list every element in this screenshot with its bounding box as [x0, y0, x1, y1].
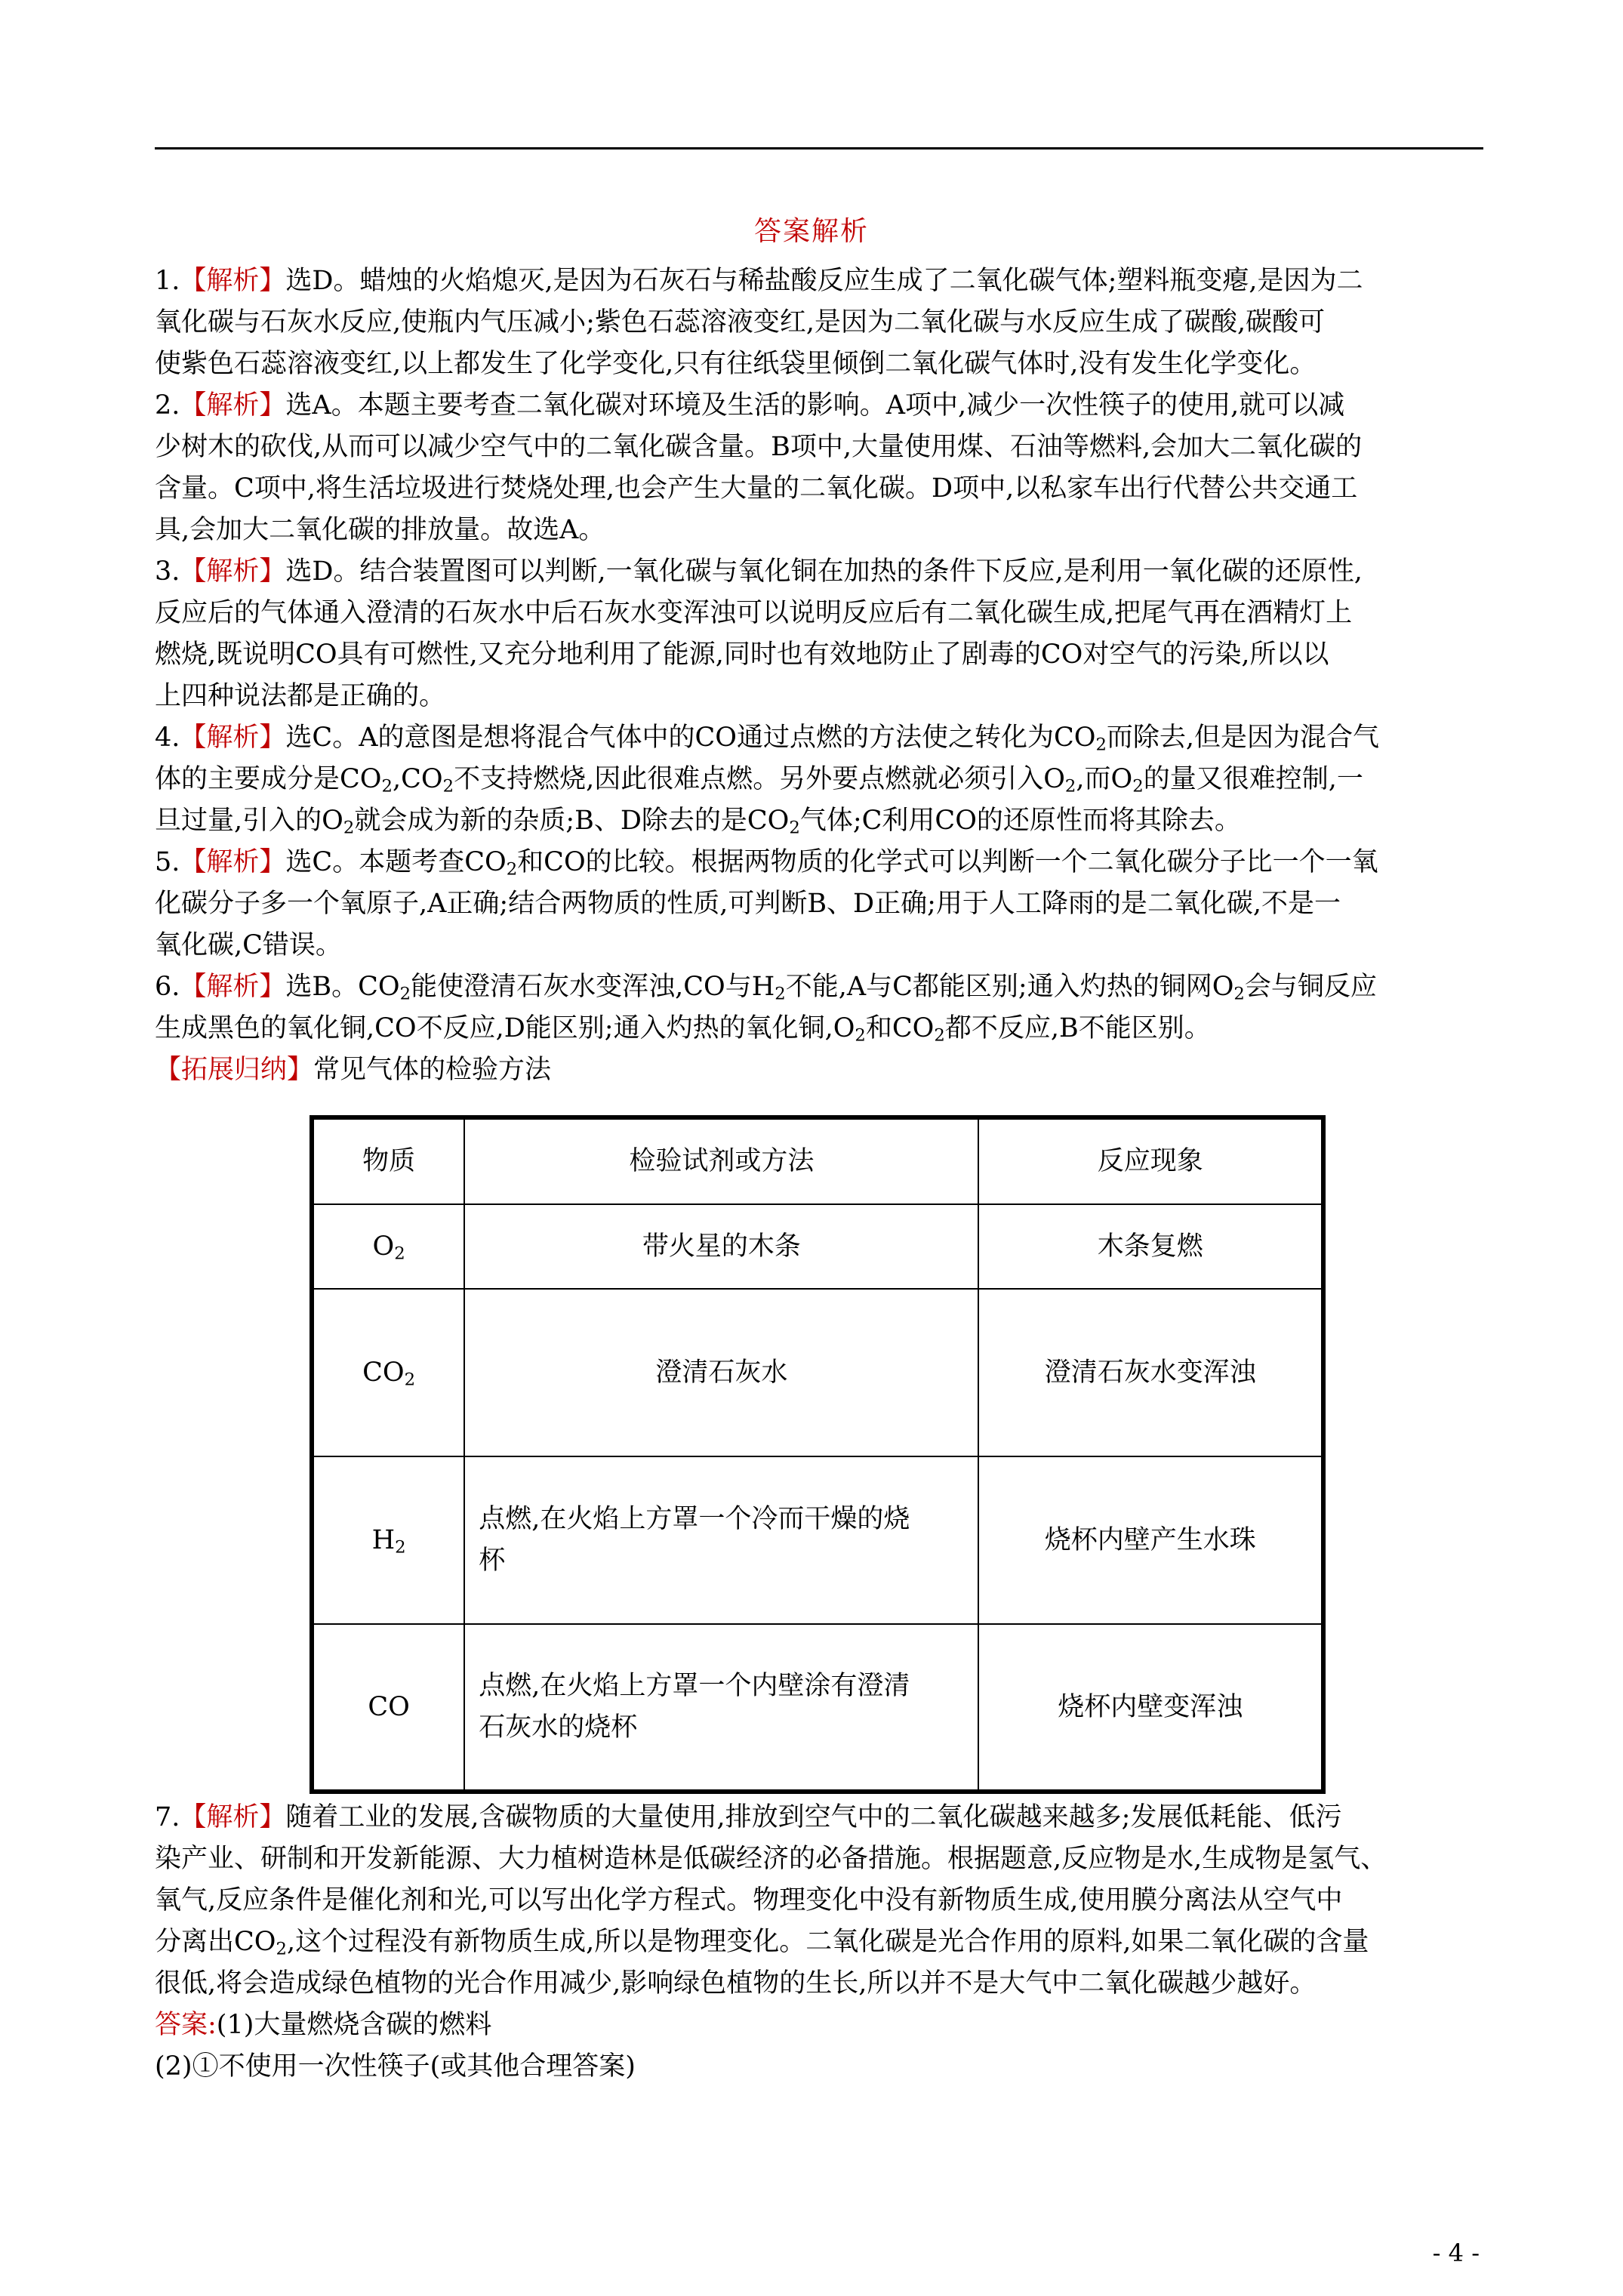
method-cell: 带火星的木条: [464, 1204, 978, 1289]
analysis-tag: 【解析】: [180, 847, 286, 877]
result-cell: 木条复燃: [978, 1204, 1323, 1289]
extension-heading: 【拓展归纳】常见气体的检验方法: [155, 1055, 552, 1085]
table-row: [312, 1289, 1323, 1456]
answer-5: 5.【解析】选C。本题考查$CO_2$和CO的比较。根据两物质的化学式可以判断一个二氧化碳分子比一个一氧 化碳分子多一个氧原子,A正确;结合两物质的性质,可判断B、D正确;用于人工降雨的是二氧化碳,不是一 氧化碳,C错误。: [155, 847, 1378, 960]
answer-6: 6.【解析】选B。$CO_2$能使澄清石灰水变浑浊,CO与$H_2$不能,A与C都能区别;通入灼热的铜网$O_2$会与铜反应 生成黑色的氧化铜,CO不反应,D能区别;通入灼热的氧化铜$,O_2$和$CO_2$都不反应,B不能区别。: [155, 972, 1377, 1046]
method-cell: 点燃,在火焰上方罩一个冷而干燥的烧 杯: [464, 1456, 978, 1624]
analysis-tag: 【解析】: [180, 972, 286, 1002]
table-row: [312, 1204, 1323, 1289]
answer-1: 1.【解析】选D。蜡烛的火焰熄灭,是因为石灰石与稀盐酸反应生成了二氧化碳气体;塑料瓶变瘪,是因为二 氧化碳与石灰水反应,使瓶内气压减小;紫色石蕊溶液变红,是因为二氧化碳与水反应生成了碳酸,碳酸可 使紫色石蕊溶液变红,以上都发生了化学变化,只有往纸袋里倾倒二氧化碳气体时,没有发生化学变化。: [155, 266, 1363, 379]
result-cell: 烧杯内壁产生水珠: [978, 1456, 1323, 1624]
page-title: 答案解析: [753, 216, 869, 247]
table-header: 物质: [312, 1117, 464, 1204]
method-cell: 点燃,在火焰上方罩一个内壁涂有澄清 石灰水的烧杯: [464, 1624, 978, 1792]
answer-label: 答案:: [155, 2010, 217, 2040]
gas-cell: CO: [312, 1624, 464, 1792]
answer-3: 3.【解析】选D。结合装置图可以判断,一氧化碳与氧化铜在加热的条件下反应,是利用一氧化碳的还原性, 反应后的气体通入澄清的石灰水中后石灰水变浑浊可以说明反应后有二氧化碳生成,把尾气再在酒精灯上 燃烧,既说明CO具有可燃性,又充分地利用了能源,同时也有效地防止了剧毒的CO对空气的污染,所以以 上四种说法都是正确的。: [155, 556, 1363, 711]
gas-cell: $H_2$: [312, 1456, 464, 1624]
analysis-tag: 【解析】: [180, 556, 286, 587]
analysis-tag: 【解析】: [180, 1802, 286, 1832]
gas-cell: $O_2$: [312, 1204, 464, 1289]
table-header: 反应现象: [978, 1117, 1323, 1204]
result-cell: 澄清石灰水变浑浊: [978, 1289, 1323, 1456]
gas-cell: $CO_2$: [312, 1289, 464, 1456]
answer-2: 2.【解析】选A。本题主要考查二氧化碳对环境及生活的影响。A项中,减少一次性筷子的使用,就可以减 少树木的砍伐,从而可以减少空气中的二氧化碳含量。B项中,大量使用煤、石油等燃料,会加大二氧化碳的 含量。C项中,将生活垃圾进行焚烧处理,也会产生大量的二氧化碳。D项中,以私家车出行代替公共交通工 具,会加大二氧化碳的排放量。故选A。: [155, 390, 1363, 545]
analysis-tag: 【解析】: [180, 266, 286, 296]
answer-4: 4.【解析】选C。A的意图是想将混合气体中的CO通过点燃的方法使之转化为$CO_2$而除去,但是因为混合气 体的主要成分是$CO_2,CO_2$不支持燃烧,因此很难点燃。另外要点燃就必须引入$O_2$,而$O_2$的量又很难控制,一 旦过量,引入的$O_2$就会成为新的杂质;B、D除去的是$CO_2$气体;C利用CO的还原性而将其除去。: [155, 723, 1380, 838]
table-header-row: [312, 1117, 1323, 1204]
header-rule: [155, 147, 1483, 149]
result-cell: 烧杯内壁变浑浊: [978, 1624, 1323, 1792]
analysis-tag: 【解析】: [180, 390, 286, 421]
answer-7: 7.【解析】随着工业的发展,含碳物质的大量使用,排放到空气中的二氧化碳越来越多;发展低耗能、低污 染产业、研制和开发新能源、大力植树造林是低碳经济的必备措施。根据题意,反应物是水,生成物是氢气、 氧气,反应条件是催化剂和光,可以写出化学方程式。物理变化中没有新物质生成,使用膜分离法从空气中 分离出$CO_2$,这个过程没有新物质生成,所以是物理变化。二氧化碳是光合作用的原料,如果二氧化碳的含量 很低,将会造成绿色植物的光合作用减少,影响绿色植物的生长,所以并不是大气中二氧化碳越少越好。 答案:(1)大量燃烧含碳的燃料 (2)①不使用一次性筷子(或其他合理答案): [155, 1802, 1387, 2082]
gas-test-table: [310, 1115, 1326, 1794]
extension-tag: 【拓展归纳】: [155, 1055, 314, 1085]
table-row: [312, 1456, 1323, 1624]
method-cell: 澄清石灰水: [464, 1289, 978, 1456]
table-header: 检验试剂或方法: [464, 1117, 978, 1204]
table-row: [312, 1624, 1323, 1792]
analysis-tag: 【解析】: [180, 723, 286, 753]
page-number: - 4 -: [1432, 2239, 1480, 2267]
